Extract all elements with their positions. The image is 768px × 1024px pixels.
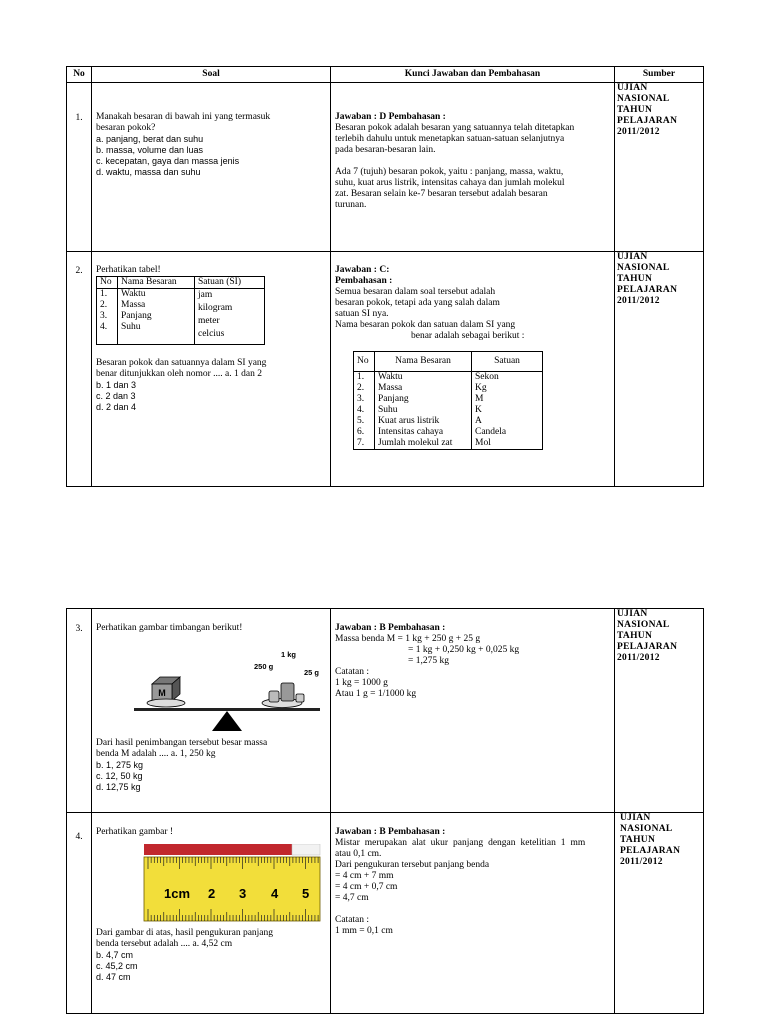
option-c: c. kecepatan, gaya dan massa jenis: [96, 156, 240, 166]
si-name: Intensitas cahaya: [378, 427, 444, 437]
ruler-tick-label-2: 2: [208, 886, 216, 901]
weight-label-25g: 25 g: [304, 668, 320, 677]
qt-no: 4.: [100, 322, 108, 332]
option-c: c. 2 dan 3: [96, 391, 136, 401]
question-number: 1.: [67, 83, 92, 252]
option-d: d. 2 dan 4: [96, 402, 137, 412]
source-line: UJIAN: [617, 83, 648, 93]
answer-cell: [331, 609, 615, 813]
qt-unit: kilogram: [198, 303, 233, 313]
object-m: [152, 677, 180, 701]
qt-no: 1.: [100, 289, 108, 299]
explanation-text: satuan SI nya.: [335, 309, 389, 319]
qt-name: Panjang: [121, 311, 152, 321]
option-b: b. 4,7 cm: [96, 950, 134, 960]
note-heading: Catatan :: [335, 667, 370, 677]
question-row-4: [67, 813, 704, 1014]
qt-name: Waktu: [121, 289, 146, 299]
qt-names: [118, 289, 195, 345]
calc-line: Massa benda M = 1 kg + 250 g + 25 g: [335, 634, 481, 644]
qt-unit: celcius: [198, 329, 225, 339]
table-header-row: [67, 67, 704, 83]
pembahasan-heading: Pembahasan :: [335, 276, 393, 286]
header-soal: Soal: [92, 67, 331, 83]
explanation-text: zat. Besaran selain ke-7 besaran tersebut adalah besaran: [335, 189, 548, 199]
si-unit: K: [475, 405, 482, 415]
ruler-tick-label-5: 5: [302, 886, 310, 901]
option-b: b. massa, volume dan luas: [96, 145, 204, 155]
si-unit: Candela: [475, 427, 507, 437]
source-cell: [615, 252, 704, 487]
scale-fulcrum: [212, 711, 242, 731]
question-row-3: [67, 609, 704, 813]
source-line: NASIONAL: [617, 263, 670, 273]
source-line: TAHUN: [620, 835, 656, 845]
qt-units: [195, 289, 265, 345]
explanation-text: Ada 7 (tujuh) besaran pokok, yaitu : panjang, massa, waktu,: [335, 167, 564, 177]
qt-head-unit: Satuan (SI): [195, 277, 265, 289]
si-unit: Sekon: [475, 372, 499, 382]
si-unit: M: [475, 394, 484, 404]
explanation-text: Nama besaran pokok dan satuan dalam SI yang: [335, 320, 516, 330]
question-cell: [92, 609, 331, 813]
answer-heading: Jawaban : B Pembahasan :: [335, 827, 446, 837]
note-line: 1 mm = 0,1 cm: [335, 926, 393, 936]
question-text: Dari hasil penimbangan tersebut besar massa: [96, 738, 268, 748]
si-unit: Kg: [475, 383, 487, 393]
si-no: 4.: [357, 405, 365, 415]
si-no: 5.: [357, 416, 365, 426]
left-pan: [147, 699, 185, 707]
source-line: UJIAN: [617, 609, 648, 619]
option-d: d. waktu, massa dan suhu: [96, 167, 201, 177]
si-no: 7.: [357, 438, 365, 448]
si-name: Suhu: [378, 405, 398, 415]
source-line: TAHUN: [617, 105, 653, 115]
explanation-text: benar adalah sebagai berikut :: [411, 331, 525, 341]
header-sumber: Sumber: [615, 67, 704, 83]
qt-name: Suhu: [121, 322, 141, 332]
source-line: 2011/2012: [617, 127, 660, 137]
si-units: [472, 372, 543, 450]
note-line: 1 kg = 1000 g: [335, 678, 388, 688]
ruler-tick-label-3: 3: [239, 886, 247, 901]
question-text: Besaran pokok dan satuannya dalam SI yang: [96, 358, 267, 368]
source-line: TAHUN: [617, 631, 653, 641]
qt-no: 3.: [100, 311, 108, 321]
source-line: PELAJARAN: [620, 846, 681, 856]
si-unit: A: [475, 416, 482, 426]
si-name: Panjang: [378, 394, 409, 404]
explanation-text: Besaran pokok adalah besaran yang satuannya telah ditetapkan: [335, 123, 575, 133]
question-cell: [92, 813, 331, 1014]
option-d: d. 12,75 kg: [96, 782, 141, 792]
question-intro: Perhatikan gambar !: [96, 827, 174, 837]
si-head-unit: Satuan: [472, 352, 543, 372]
answer-cell: [331, 83, 615, 252]
answer-table-page2: [66, 608, 704, 1014]
answer-heading: Jawaban : D Pembahasan :: [335, 112, 446, 122]
qt-nos: [97, 289, 118, 345]
source-line: NASIONAL: [617, 94, 670, 104]
explanation-text: besaran pokok, tetapi ada yang salah dalam: [335, 298, 500, 308]
option-d: d. 47 cm: [96, 972, 131, 982]
qt-head-name: Nama Besaran: [118, 277, 195, 289]
qt-no: 2.: [100, 300, 108, 310]
note-line: Atau 1 g = 1/1000 kg: [335, 689, 417, 699]
header-no: No: [67, 67, 92, 83]
source-cell: [615, 83, 704, 252]
question-intro: Perhatikan gambar timbangan berikut!: [96, 623, 243, 633]
source-line: 2011/2012: [617, 296, 660, 306]
source-line: PELAJARAN: [617, 642, 678, 652]
question-row-1: [67, 83, 704, 252]
explanation-text: suhu, kuat arus listrik, intensitas cahaya dan jumlah molekul: [335, 178, 565, 188]
calc-line: = 4 cm + 0,7 cm: [335, 882, 398, 892]
si-head-no: No: [354, 352, 375, 372]
qt-unit: jam: [198, 290, 213, 300]
ruler-tick-label-4: 4: [271, 886, 279, 901]
question-text: benda tersebut adalah .... a. 4,52 cm: [96, 939, 233, 949]
question-cell: [92, 83, 331, 252]
source-line: 2011/2012: [617, 653, 660, 663]
measured-object: [144, 844, 292, 855]
si-no: 1.: [357, 372, 365, 382]
answer-heading: Jawaban : C:: [335, 265, 390, 275]
calc-line: = 4,7 cm: [335, 893, 369, 903]
option-b: b. 1 dan 3: [96, 380, 137, 390]
si-head-name: Nama Besaran: [375, 352, 472, 372]
weight-label-250g: 250 g: [254, 662, 274, 671]
si-name: Kuat arus listrik: [378, 416, 440, 426]
si-no: 2.: [357, 383, 365, 393]
explanation-text: Dari pengukuran tersebut panjang benda: [335, 860, 490, 870]
object-m-label: M: [158, 688, 166, 698]
source-line: UJIAN: [620, 813, 651, 823]
ruler-unit-label: 1cm: [164, 886, 191, 901]
option-c: c. 12, 50 kg: [96, 771, 143, 781]
question-row-2: [67, 252, 704, 487]
si-units-table: [353, 351, 543, 450]
option-c: c. 45,2 cm: [96, 961, 138, 971]
scale-beam: [134, 708, 320, 711]
question-text: Dari gambar di atas, hasil pengukuran panjang: [96, 928, 274, 938]
source-cell: [615, 813, 704, 1014]
question-intro: Perhatikan tabel!: [96, 265, 161, 275]
explanation-text: terlebih dahulu untuk menetapkan satuan-satuan selanjutnya: [335, 134, 565, 144]
calc-line: = 1 kg + 0,250 kg + 0,025 kg: [408, 645, 520, 655]
si-no: 3.: [357, 394, 365, 404]
qt-head-no: No: [97, 277, 118, 289]
question-text: besaran pokok?: [96, 123, 156, 133]
option-b: b. 1, 275 kg: [96, 760, 144, 770]
question-text: Manakah besaran di bawah ini yang termasuk: [96, 112, 271, 122]
si-unit: Mol: [475, 438, 491, 448]
source-cell: [615, 609, 704, 813]
qt-name: Massa: [121, 300, 146, 310]
source-line: TAHUN: [617, 274, 653, 284]
source-line: 2011/2012: [620, 857, 663, 867]
question-cell: [92, 252, 331, 487]
si-name: Jumlah molekul zat: [378, 438, 453, 448]
question-number: 4.: [67, 813, 92, 1014]
si-names: [375, 372, 472, 450]
si-name: Waktu: [378, 372, 403, 382]
question-text: benda M adalah .... a. 1, 250 kg: [96, 749, 216, 759]
explanation-text: pada besaran-besaran lain.: [335, 145, 436, 155]
answer-cell: [331, 252, 615, 487]
qt-unit: meter: [198, 316, 220, 326]
si-nos: [354, 372, 375, 450]
option-a: a. panjang, berat dan suhu: [96, 134, 204, 144]
calc-line: = 1,275 kg: [408, 656, 449, 666]
source-line: UJIAN: [617, 252, 648, 262]
balance-scale-figure: [96, 634, 326, 732]
answer-heading: Jawaban : B Pembahasan :: [335, 623, 446, 633]
explanation-text: Mistar merupakan alat ukur panjang dengan ketelitian 1 mm: [335, 838, 586, 848]
header-kunci: Kunci Jawaban dan Pembahasan: [331, 67, 615, 83]
explanation-text: atau 0,1 cm.: [335, 849, 382, 859]
explanation-text: Semua besaran dalam soal tersebut adalah: [335, 287, 496, 297]
weights: [262, 683, 304, 708]
calc-line: = 4 cm + 7 mm: [335, 871, 394, 881]
si-no: 6.: [357, 427, 365, 437]
question-number: 3.: [67, 609, 92, 813]
explanation-text: turunan.: [335, 200, 367, 210]
source-line: NASIONAL: [620, 824, 673, 834]
answer-cell: [331, 813, 615, 1014]
si-name: Massa: [378, 383, 403, 393]
question-number: 2.: [67, 252, 92, 487]
answer-table-page1: [66, 66, 704, 487]
source-line: PELAJARAN: [617, 285, 678, 295]
ruler-figure: [96, 844, 326, 928]
question-table: [96, 276, 265, 345]
source-line: PELAJARAN: [617, 116, 678, 126]
note-heading: Catatan :: [335, 915, 370, 925]
question-text: benar ditunjukkan oleh nomor .... a. 1 dan 2: [96, 369, 262, 379]
source-line: NASIONAL: [617, 620, 670, 630]
weight-label-1kg: 1 kg: [281, 650, 297, 659]
